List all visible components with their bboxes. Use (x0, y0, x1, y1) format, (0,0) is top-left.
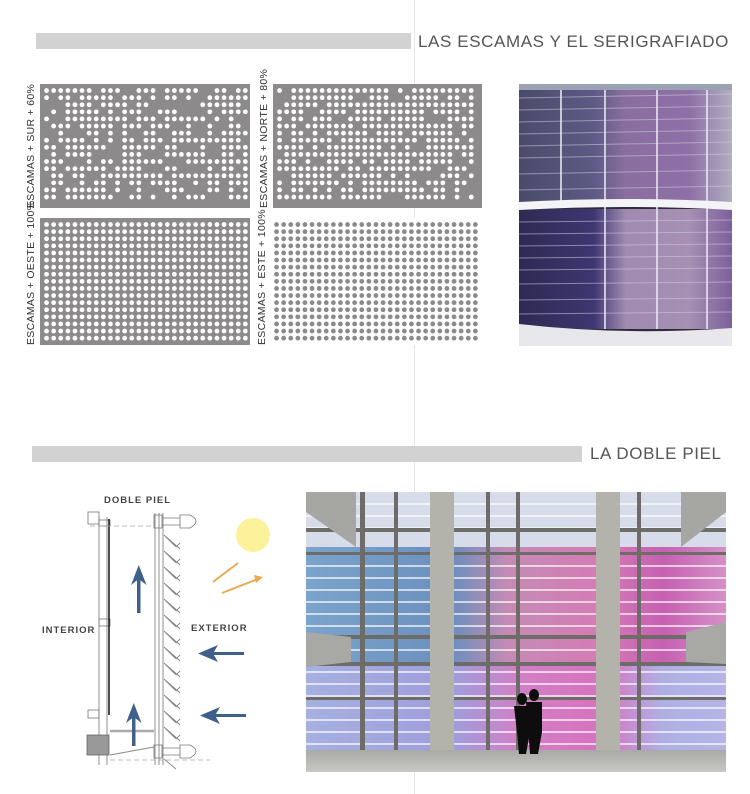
section-bar-escamas (36, 33, 286, 49)
pattern-panel-norte (273, 84, 482, 208)
section-bar-doble-piel (32, 446, 582, 462)
diagram-label-interior: INTERIOR (42, 625, 96, 636)
pattern-panel-oeste (40, 218, 250, 345)
section-title-escamas: LAS ESCAMAS Y EL SERIGRAFIADO (418, 32, 729, 51)
panel-label-este: ESCAMAS + ESTE + 100% (256, 209, 268, 345)
panel-label-sur: ESCAMAS + SUR + 60% (25, 83, 37, 208)
double-skin-section-diagram (30, 505, 280, 770)
double-skin-interior-photo (306, 492, 726, 772)
panel-label-norte: ESCAMAS + NORTE + 80% (258, 68, 270, 208)
pattern-panel-sur (40, 84, 250, 208)
pattern-panel-este (270, 218, 482, 345)
panel-label-oeste: ESCAMAS + OESTE + 100% (25, 200, 37, 345)
section-bar-escamas-right (286, 33, 411, 49)
diagram-label-exterior: EXTERIOR (191, 623, 248, 634)
diagram-title: DOBLE PIEL (104, 495, 172, 506)
facade-render-photo (519, 84, 732, 346)
section-title-doble-piel: LA DOBLE PIEL (590, 444, 722, 463)
